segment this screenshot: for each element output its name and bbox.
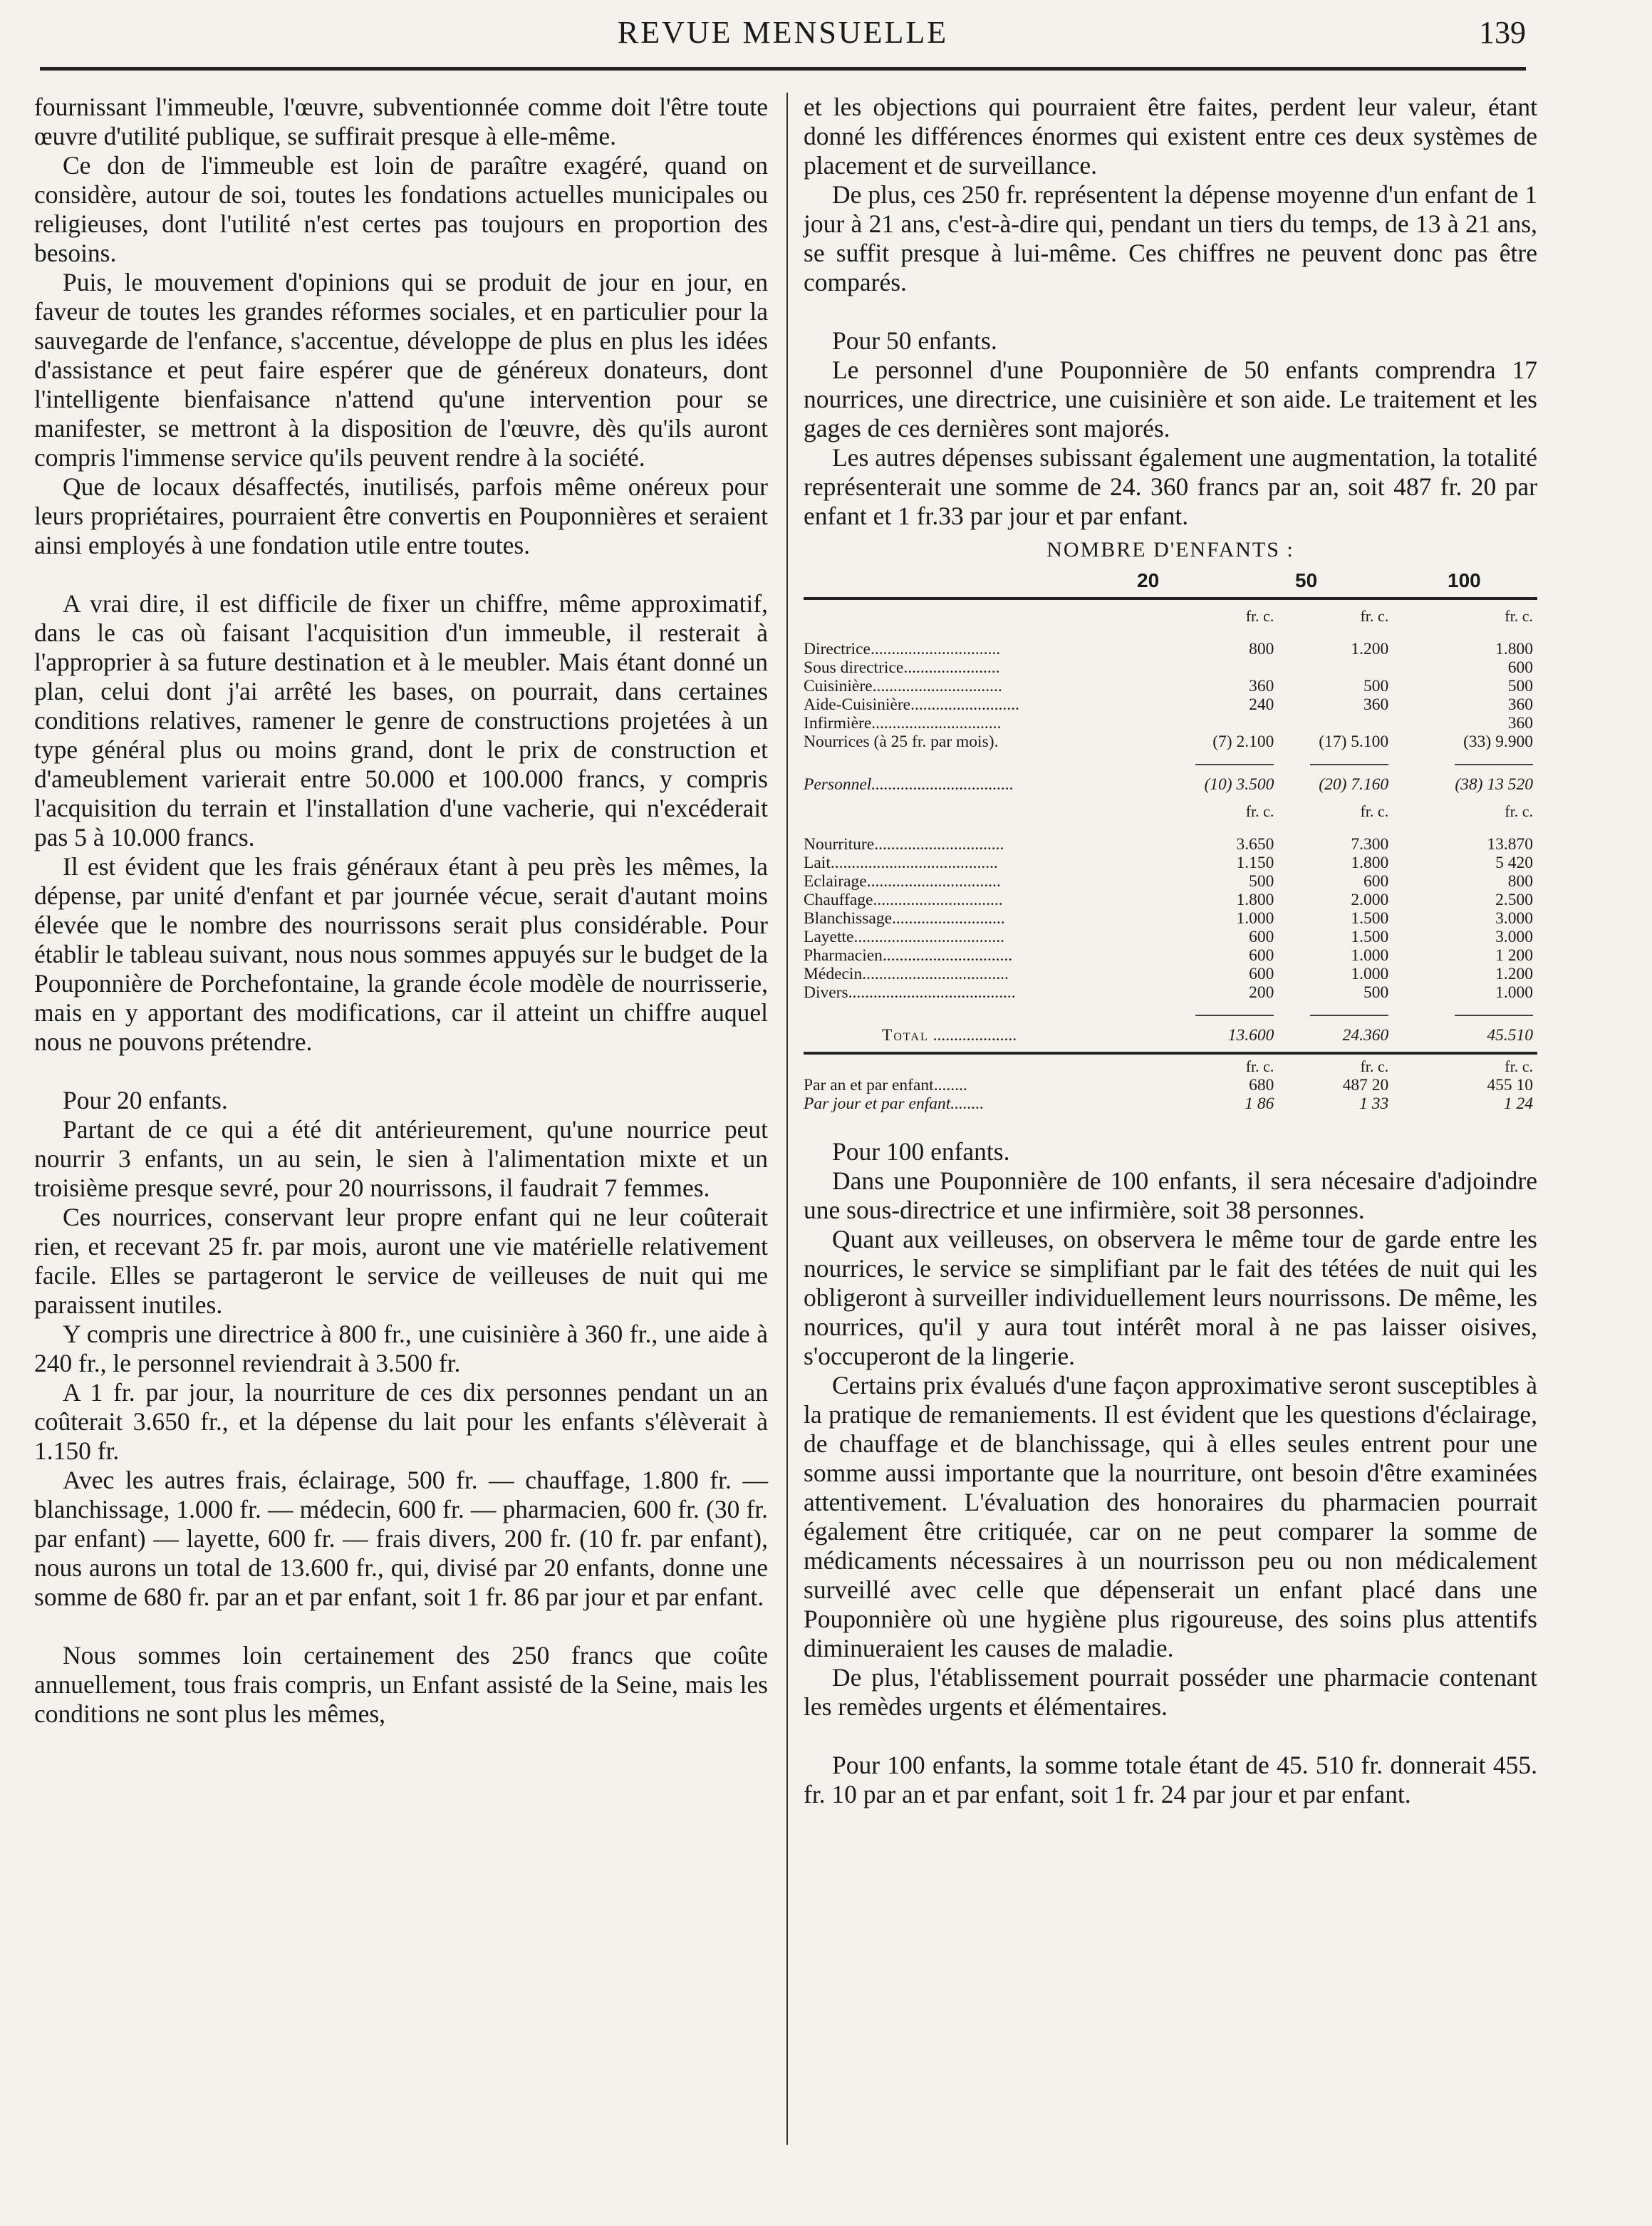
header-rule: [40, 67, 1526, 71]
paragraph: De plus, ces 250 fr. représentent la dépense moyenne d'un enfant de 1 jour à 21 ans, c'est-à-dire qui, pendant un tiers du temps, de 13 à 21 ans, se suffit presque à lui-même. Ces chiffres ne peuvent donc pas être comparés.: [804, 180, 1537, 296]
section-heading-20: Pour 20 enfants.: [63, 1086, 228, 1114]
cell: (17) 5.100: [1319, 732, 1389, 751]
cell: 500: [1249, 872, 1274, 891]
cell: (33) 9.900: [1463, 732, 1533, 751]
unit-label: fr. c.: [1505, 802, 1533, 820]
row-label: Aide-Cuisinière: [804, 695, 911, 714]
column-header: 50: [1295, 569, 1318, 591]
paragraph: Que de locaux désaffectés, inutilisés, parfois même onéreux pour leurs propriétaires, pourraient être convertis en Pouponnières et seraient ainsi employés à une fondation utile entre toutes.: [34, 472, 768, 559]
table-row: Layette.................................... 600 1.500 3.000: [804, 928, 1537, 946]
table-row: Aide-Cuisinière.......................... 240 360 360: [804, 695, 1537, 714]
subtotal-rule: [804, 751, 1537, 770]
cell: 3.000: [1495, 928, 1533, 946]
cell: 600: [1249, 965, 1274, 983]
budget-grid: [804, 603, 1537, 1049]
cell: 800: [1249, 640, 1274, 658]
cell: (10) 3.500: [1204, 775, 1274, 794]
paragraph: De plus, l'établissement pourrait posséder une pharmacie contenant les remèdes urgents et élémentaires.: [804, 1663, 1537, 1721]
cell: 45.510: [1487, 1026, 1533, 1045]
table-rule: [804, 597, 1537, 600]
unit-label: fr. c.: [1360, 1057, 1389, 1075]
row-label: Nourrices (à 25 fr. par mois): [804, 732, 994, 751]
cell: 1 24: [1503, 1094, 1533, 1113]
row-label: Divers: [804, 983, 848, 1002]
total-rule: [804, 1002, 1537, 1020]
cell: 800: [1507, 872, 1533, 891]
cell: 600: [1249, 946, 1274, 965]
unit-row: [804, 603, 1537, 640]
table-rule: [804, 1052, 1537, 1055]
budget-table: [804, 535, 1537, 1113]
unit-label: fr. c.: [1360, 607, 1389, 625]
cell: 13.870: [1487, 835, 1533, 854]
cell: [1185, 658, 1303, 677]
cell: 1.200: [1495, 965, 1533, 983]
row-label: Par jour et par enfant: [804, 1094, 951, 1113]
table-row: Cuisinière............................... 360 500 500: [804, 677, 1537, 695]
row-label: Personnel: [804, 775, 872, 794]
cell: 1.800: [1495, 640, 1533, 658]
left-column: [34, 93, 768, 1729]
unit-label: fr. c.: [1245, 802, 1274, 820]
cell: 200: [1249, 983, 1274, 1002]
cell: 600: [1249, 928, 1274, 946]
row-label: Lait: [804, 854, 831, 872]
column-header: 20: [1137, 569, 1160, 591]
paragraph: Ces nourrices, conservant leur propre enfant qui ne leur coûterait rien, et recevant 25 fr. par mois, auront une vie matérielle relativement facile. Elles se partageront le service de veilleuses de nuit qui me paraissent inutiles.: [34, 1203, 768, 1319]
table-row: Nourrices (à 25 fr. par mois). (7) 2.100 (17) 5.100 (33) 9.900: [804, 732, 1537, 751]
table-row: Blanchissage........................... 1.000 1.500 3.000: [804, 909, 1537, 928]
right-column: [804, 93, 1537, 1809]
cell: 360: [1507, 695, 1533, 714]
cell: 487 20: [1342, 1076, 1389, 1094]
cell: 360: [1507, 714, 1533, 732]
personnel-total-row: Personnel.................................. (10) 3.500 (20) 7.160 (38) 13 520: [804, 770, 1537, 798]
paragraph: Le personnel d'une Pouponnière de 50 enfants comprendra 17 nourrices, une directrice, une cuisinière et son aide. Le traitement et les gages de ces dernières sont majorés.: [804, 356, 1537, 442]
row-label: Layette: [804, 928, 854, 946]
unit-row: [804, 798, 1537, 835]
cell: 1.800: [1351, 854, 1389, 872]
table-row: Lait........................................ 1.150 1.800 5 420: [804, 854, 1537, 872]
row-label: Sous directrice: [804, 658, 904, 677]
running-header: [40, 10, 1526, 60]
cell: 2.500: [1495, 891, 1533, 909]
row-label: Médecin: [804, 965, 863, 983]
table-column-headers: [804, 564, 1537, 593]
row-label: Cuisinière: [804, 677, 873, 695]
cell: 455 10: [1487, 1076, 1533, 1094]
row-label: Par an et par enfant: [804, 1076, 934, 1094]
cell: 24.360: [1342, 1026, 1389, 1045]
paragraph: A vrai dire, il est difficile de fixer un chiffre, même approximatif, dans le cas où faisant l'acquisition d'un immeuble, il resterait à l'approprier à sa future destination et à le meubler. Mais étant donné un plan, celui dont j'ai arrêté les bases, on pourrait, dans certaines conditions relatives, ramener le genre de constructions projetées à un type général plus ou moins grand, dont le prix de construction et d'ameublement varierait entre 50.000 et 100.000 francs, y compris l'acquisition du terrain et l'installation d'une vacherie, qui n'excéderait pas 5 à 10.000 francs.: [34, 589, 768, 851]
cell: 1 86: [1245, 1094, 1274, 1113]
cell: 1.000: [1495, 983, 1533, 1002]
paragraph: Puis, le mouvement d'opinions qui se produit de jour en jour, en faveur de toutes les grandes réformes sociales, et en particulier pour la sauvegarde de l'enfance, s'accentue, développe de plus en plus les idées d'assistance et peut faire espérer que de généreux donateurs, dont l'intelligente bienfaisance n'attend qu'une intervention pour se manifester, se mettront à la disposition de l'œuvre, dès qu'ils auront compris l'immense service qu'ils peuvent rendre à la société.: [34, 268, 768, 472]
page-number: 139: [1479, 15, 1526, 50]
cell: 500: [1363, 983, 1389, 1002]
cell: 1.150: [1236, 854, 1274, 872]
section-heading-50: Pour 50 enfants.: [832, 326, 997, 355]
cell: 360: [1249, 677, 1274, 695]
cell: 1.800: [1236, 891, 1274, 909]
cell: 1.000: [1351, 965, 1389, 983]
journal-title: REVUE MENSUELLE: [617, 15, 949, 50]
table-row: Pharmacien............................... 600 1.000 1 200: [804, 946, 1537, 965]
grand-total-row: Total .................... 13.600 24.360 45.510: [804, 1020, 1537, 1049]
unit-label: fr. c.: [1245, 607, 1274, 625]
table-row: Chauffage............................... 1.800 2.000 2.500: [804, 891, 1537, 909]
paragraph: Dans une Pouponnière de 100 enfants, il sera nécesaire d'adjoindre une sous-directrice et une infirmière, soit 38 personnes.: [804, 1166, 1537, 1224]
cell: 1 200: [1495, 946, 1533, 965]
paragraph: et les objections qui pourraient être faites, perdent leur valeur, étant donné les différences énormes qui existent entre ces deux systèmes de placement et de surveillance.: [804, 93, 1537, 180]
paragraph: Il est évident que les frais généraux étant à peu près les mêmes, la dépense, par unité d'enfant et par journée vécue, serait d'autant moins élevée que le nombre des nourrissons serait plus considérable. Pour établir le tableau suivant, nous nous sommes appuyés sur le budget de la Pouponnière de Porchefontaine, la grande école modèle de nourrisserie, mais en y apportant des modifications, car il atteint un chiffre auquel nous ne pouvons prétendre.: [34, 852, 768, 1056]
paragraph: Quant aux veilleuses, on observera le même tour de garde entre les nourrices, le service se simplifiant par le fait des tétées de nuit qui les obligeront à surveiller individuellement leurs nourrissons. De même, les nourrices, qu'il y aura tout intérêt moral à ne pas laisser oisives, s'occuperont de la lingerie.: [804, 1225, 1537, 1370]
cell: 500: [1507, 677, 1533, 695]
cell: 1 33: [1359, 1094, 1389, 1113]
column-divider: [786, 93, 788, 2145]
cell: 680: [1249, 1076, 1274, 1094]
paragraph: Certains prix évalués d'une façon approximative seront susceptibles à la pratique de remaniements. Il est évident que les questions d'éclairage, de chauffage et de blanchissage, qui à elles seules entrent pour une somme aussi importante que la nourriture, ont besoin d'être examinées attentivement. L'évaluation des honoraires du pharmacien pourrait également être critiquée, car on ne peut comparer la somme de médicaments nécessaires à un nourrisson peu ou non médicalement surveillé avec celle que dépenserait un enfant placé dans une Pouponnière où une hygiène plus rigoureuse, des soins plus attentifs diminueraient les causes de maladie.: [804, 1371, 1537, 1662]
paragraph: Nous sommes loin certainement des 250 francs que coûte annuellement, tous frais compris, un Enfant assisté de la Seine, mais les conditions ne sont plus les mêmes,: [34, 1641, 768, 1728]
cell: 1.000: [1236, 909, 1274, 928]
row-label: Chauffage: [804, 891, 873, 909]
cell: 5 420: [1495, 854, 1533, 872]
cell: 2.000: [1351, 891, 1389, 909]
cell: 500: [1363, 677, 1389, 695]
cell: (20) 7.160: [1319, 775, 1389, 794]
unit-label: fr. c.: [1245, 1057, 1274, 1075]
per-day-row: Par jour et par enfant........ 1 86 1 33 1 24: [804, 1094, 1537, 1113]
paragraph: Y compris une directrice à 800 fr., une cuisinière à 360 fr., une aide à 240 fr., le personnel reviendrait à 3.500 fr.: [34, 1320, 768, 1377]
table-row: Eclairage................................ 500 600 800: [804, 872, 1537, 891]
row-label: Blanchissage: [804, 909, 892, 928]
cell: 1.000: [1351, 946, 1389, 965]
cell: 1.200: [1351, 640, 1389, 658]
row-label: Infirmière: [804, 714, 872, 732]
paragraph: A 1 fr. par jour, la nourriture de ces dix personnes pendant un an coûterait 3.650 fr., et la dépense du lait pour les enfants s'élèverait à 1.150 fr.: [34, 1378, 768, 1465]
column-header: 100: [1448, 569, 1481, 591]
paragraph: Partant de ce qui a été dit antérieurement, qu'une nourrice peut nourrir 3 enfants, un au sein, le sien à l'alimentation mixte et un troisième presque sevré, pour 20 nourrissons, il faudrait 7 femmes.: [34, 1115, 768, 1202]
paragraph: Pour 100 enfants, la somme totale étant de 45. 510 fr. donnerait 455. fr. 10 par an et par enfant, soit 1 fr. 24 par jour et par enfant.: [804, 1751, 1537, 1808]
cell: 600: [1363, 872, 1389, 891]
table-title: NOMBRE D'ENFANTS :: [1046, 538, 1294, 561]
cell: [1302, 658, 1420, 677]
table-row: Nourriture............................... 3.650 7.300 13.870: [804, 835, 1537, 854]
paragraph: Les autres dépenses subissant également une augmentation, la totalité représenterait une somme de 24. 360 francs par an, soit 487 fr. 20 par enfant et 1 fr.33 par jour et par enfant.: [804, 443, 1537, 530]
table-row: Divers........................................ 200 500 1.000: [804, 983, 1537, 1002]
cell: 1.500: [1351, 928, 1389, 946]
row-label: Total: [882, 1026, 929, 1045]
paragraph: fournissant l'immeuble, l'œuvre, subventionnée comme doit l'être toute œuvre d'utilité publique, se suffirait presque à elle-même.: [34, 93, 768, 150]
cell: 13.600: [1227, 1026, 1274, 1045]
table-row: Infirmière............................... 360: [804, 714, 1537, 732]
row-label: Directrice: [804, 640, 871, 658]
table-row: Sous directrice....................... 600: [804, 658, 1537, 677]
cell: (38) 13 520: [1455, 775, 1533, 794]
unit-label: fr. c.: [1505, 1057, 1533, 1075]
paragraph: Avec les autres frais, éclairage, 500 fr. — chauffage, 1.800 fr. — blanchissage, 1.000 fr. — médecin, 600 fr. — pharmacien, 600 fr. (30 fr. par enfant) — layette, 600 fr. — frais divers, 200 fr. (10 fr. par enfant), nous aurons un total de 13.600 fr., qui, divisé par 20 enfants, donne une somme de 680 fr. par an et par enfant, soit 1 fr. 86 par jour et par enfant.: [34, 1466, 768, 1611]
cell: 7.300: [1351, 835, 1389, 854]
cell: 240: [1249, 695, 1274, 714]
cell: 3.650: [1236, 835, 1274, 854]
row-label: Nourriture: [804, 835, 875, 854]
cell: 360: [1363, 695, 1389, 714]
cell: [1302, 714, 1420, 732]
cell: [1185, 714, 1303, 732]
paragraph: Ce don de l'immeuble est loin de paraître exagéré, quand on considère, autour de soi, toutes les fondations actuelles municipales ou religieuses, dont l'utilité n'est certes pas toujours en proportion des besoins.: [34, 151, 768, 267]
unit-label: fr. c.: [1505, 607, 1533, 625]
per-year-row: Par an et par enfant........ 680 487 20 455 10: [804, 1076, 1537, 1094]
table-row: Directrice............................... 800 1.200 1.800: [804, 640, 1537, 658]
cell: 1.500: [1351, 909, 1389, 928]
per-child-grid: [804, 1057, 1537, 1113]
unit-row: [804, 1057, 1537, 1076]
cell: 3.000: [1495, 909, 1533, 928]
section-heading-100: Pour 100 enfants.: [832, 1137, 1010, 1166]
cell: (7) 2.100: [1212, 732, 1274, 751]
cell: 600: [1507, 658, 1533, 677]
row-label: Pharmacien: [804, 946, 883, 965]
unit-label: fr. c.: [1360, 802, 1389, 820]
table-row: Médecin................................... 600 1.000 1.200: [804, 965, 1537, 983]
row-label: Eclairage: [804, 872, 867, 891]
